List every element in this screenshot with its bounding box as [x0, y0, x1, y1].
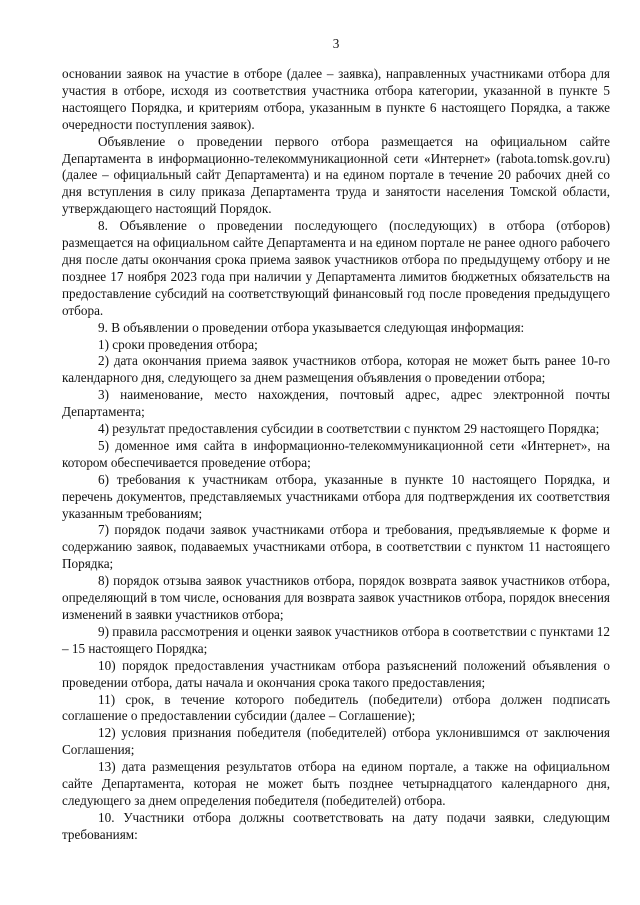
list-item-1: 1) сроки проведения отбора;: [98, 336, 258, 352]
list-item-12: 12) условия признания победителя (победителей) отбора уклонившимся от заключения Соглашения;: [62, 725, 610, 758]
list-item-5: 5) доменное имя сайта в информационно-телекоммуникационной сети «Интернет», на котором обеспечивается проведение отбора;: [62, 437, 610, 470]
list-item-13: 13) дата размещения результатов отбора на едином портале, а также на официальном сайте Департамента, которая не может быть позднее четырнадцатого календарного дня, следующего за днем определения победителя (победителей) отбора.: [62, 759, 610, 808]
paragraph-continuation: основании заявок на участие в отборе (далее – заявка), направленных участниками отбора для участия в отборе, исходя из соответствия участника отбора категории, указанной в пункте 5 настоящего Порядка, и критериям отбора, указанным в пункте 6 настоящего Порядка, а также очередности поступления заявок).: [62, 66, 610, 132]
page-number: 3: [332, 36, 340, 51]
paragraph-first-selection-announcement: Объявление о проведении первого отбора размещается на официальном сайте Департамента в информационно-телекоммуникационной сети «Интернет» (rabota.tomsk.gov.ru) (далее – официальный сайт Департамента) и на едином портале в течение 20 рабочих дней со дня вступления в силу приказа Департамента труда и занятости населения Томской области, утверждающего настоящий Порядок.: [62, 133, 610, 217]
paragraph-item-9: 9. В объявлении о проведении отбора указывается следующая информация:: [98, 319, 525, 335]
document-body: [62, 66, 610, 844]
list-item-7: 7) порядок подачи заявок участниками отбора и требования, предъявляемые к форме и содержанию заявок, подаваемых участниками отбора, в соответствии с пунктом 11 настоящего Порядка;: [62, 522, 610, 572]
list-item-3: 3) наименование, место нахождения, почтовый адрес, адрес электронной почты Департамента;: [62, 387, 610, 420]
list-item-6: 6) требования к участникам отбора, указанные в пункте 10 настоящего Порядка, и перечень документов, представляемых участниками отбора для подтверждения их соответствия указанным требованиям;: [62, 471, 610, 521]
list-item-4: 4) результат предоставления субсидии в соответствии с пунктом 29 настоящего Порядка;: [98, 421, 600, 437]
paragraph-item-8: 8. Объявление о проведении последующего (последующих) в отбора (отборов) размещается на официальном сайте Департамента и на едином портале не ранее одного рабочего дня после даты окончания срока приема заявок участников отбора по предыдущему отбору и не позднее 17 ноября 2023 года при наличии у Департамента лимитов бюджетных обязательств на предоставление субсидий на соответствующий финансовый год после проведения предыдущего отбора.: [62, 218, 610, 318]
list-item-8: 8) порядок отзыва заявок участников отбора, порядок возврата заявок участников отбора, определяющий в том числе, основания для возврата заявок участников отбора, порядок внесения изменений в заявки участников отбора;: [62, 573, 610, 622]
paragraph-item-10: 10. Участники отбора должны соответствовать на дату подачи заявки, следующим требованиям:: [62, 809, 610, 842]
list-item-10: 10) порядок предоставления участникам отбора разъяснений положений объявления о проведении отбора, даты начала и окончания срока такого предоставления;: [62, 657, 610, 690]
list-item-11: 11) срок, в течение которого победитель (победители) отбора должен подписать соглашение о предоставлении субсидии (далее – Соглашение);: [62, 691, 610, 724]
list-item-9: 9) правила рассмотрения и оценки заявок участников отбора в соответствии с пунктами 12 – 15 настоящего Порядка;: [62, 623, 610, 656]
list-item-2: 2) дата окончания приема заявок участников отбора, которая не может быть ранее 10-го календарного дня, следующего за днем размещения объявления о проведении отбора;: [62, 353, 610, 386]
